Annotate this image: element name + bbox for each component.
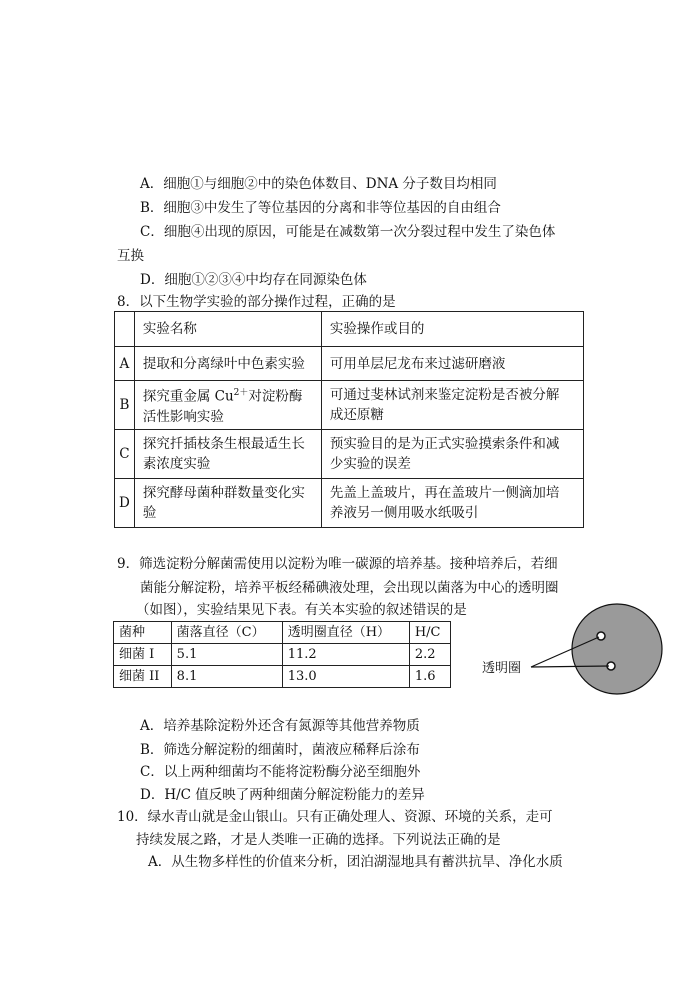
experiment-operation xyxy=(321,479,583,528)
q9-option-c: C．以上两种细菌均不能将淀粉酶分泌至细胞外 xyxy=(140,764,421,780)
table-row xyxy=(115,381,584,430)
q9-stem-line-2: 菌能分解淀粉，培养平板经稀碘液处理，会出现以菌落为中心的透明圈 xyxy=(140,580,559,596)
q9-option-b: B．筛选分解淀粉的细菌时，菌液应稀释后涂布 xyxy=(140,742,420,758)
cell: 细菌 I xyxy=(114,644,172,666)
petri-dish xyxy=(572,604,662,694)
experiment-name-line: 探究酵母菌种群数量变化实 xyxy=(142,485,305,501)
experiment-operation-line: 可用单层尼龙布来过滤研磨液 xyxy=(329,355,506,372)
experiment-operation-line: 成还原糖 xyxy=(329,407,384,423)
q9-stem-line-1: 9．筛选淀粉分解菌需使用以淀粉为唯一碳源的培养基。接种培养后，若细 xyxy=(117,556,558,572)
experiment-name xyxy=(134,430,321,479)
q9-option-d: D．H/C 值反映了两种细菌分解淀粉能力的差异 xyxy=(140,787,425,803)
q9-stem-line-3: （如图），实验结果见下表。有关本实验的叙述错误的是 xyxy=(136,602,467,618)
experiment-operation xyxy=(321,381,583,430)
q7-option-d: D．细胞①②③④中均存在同源染色体 xyxy=(140,272,367,288)
row-label: D xyxy=(115,479,135,528)
header-cell: 菌种 xyxy=(114,622,172,644)
table-row xyxy=(114,644,451,666)
q7-option-c-continued: 互换 xyxy=(117,248,144,264)
experiment-name xyxy=(134,381,321,430)
experiment-name-line: 素浓度实验 xyxy=(142,456,211,472)
colony-dot xyxy=(607,662,615,670)
table-header-row xyxy=(114,622,451,644)
header-cell-label xyxy=(115,312,135,347)
experiment-name-line: 验 xyxy=(142,505,157,521)
experiment-operation-line: 可通过斐林试剂来鉴定淀粉是否被分解 xyxy=(329,387,560,403)
header-cell: 菌落直径（C） xyxy=(171,622,282,644)
q8-stem: 8．以下生物学实验的部分操作过程，正确的是 xyxy=(117,294,396,310)
q9-table xyxy=(113,621,451,688)
experiment-name-line: 探究重金属 Cu xyxy=(142,388,234,405)
header-cell: 透明圈直径（H） xyxy=(282,622,409,644)
q10-option-a: A．从生物多样性的价值来分析，团泊湖湿地具有蓄洪抗旱、净化水质 xyxy=(148,854,563,870)
table-row xyxy=(115,347,584,381)
q10-stem-line-2: 持续发展之路，才是人类唯一正确的选择。下列说法正确的是 xyxy=(136,832,501,848)
experiment-operation-line: 养液另一侧用吸水纸吸引 xyxy=(329,505,479,521)
cell: 2.2 xyxy=(409,644,450,666)
experiment-operation xyxy=(321,347,583,381)
experiment-name-line: 探究扦插枝条生根最适生长 xyxy=(142,436,305,452)
q7-option-c: C．细胞④出现的原因，可能是在减数第一次分裂过程中发生了染色体 xyxy=(140,224,556,240)
experiment-name xyxy=(134,347,321,381)
experiment-operation xyxy=(321,430,583,479)
superscript-charge: 2＋ xyxy=(233,388,249,399)
row-label: C xyxy=(115,430,135,479)
experiment-operation-line: 先盖上盖玻片，再在盖玻片一侧滴加培 xyxy=(329,485,560,501)
cell: 8.1 xyxy=(171,666,282,688)
table-header-row xyxy=(115,312,584,347)
experiment-name-line: 活性影响实验 xyxy=(142,408,224,425)
q7-option-a: A．细胞①与细胞②中的染色体数目、DNA 分子数目均相同 xyxy=(140,176,497,192)
cell: 细菌 II xyxy=(114,666,172,688)
cell: 11.2 xyxy=(282,644,409,666)
cell: 5.1 xyxy=(171,644,282,666)
row-label: B xyxy=(115,381,135,430)
pointer-line xyxy=(531,637,599,667)
header-cell-operation: 实验操作或目的 xyxy=(321,312,583,347)
row-label: A xyxy=(115,347,135,381)
table-row xyxy=(115,430,584,479)
transparent-circle-label: 透明圈 xyxy=(482,661,522,676)
experiment-name-line: 对淀粉酶 xyxy=(248,388,303,405)
experiment-name-line: 提取和分离绿叶中色素实验 xyxy=(142,355,305,372)
table-row xyxy=(115,479,584,528)
q7-option-b: B．细胞③中发生了等位基因的分离和非等位基因的自由组合 xyxy=(140,200,501,216)
q9-option-a: A．培养基除淀粉外还含有氮源等其他营养物质 xyxy=(140,718,420,734)
cell: 13.0 xyxy=(282,666,409,688)
q10-stem-line-1: 10．绿水青山就是金山银山。只有正确处理人、资源、环境的关系，走可 xyxy=(117,809,553,825)
q8-table xyxy=(114,311,584,528)
cell: 1.6 xyxy=(409,666,450,688)
experiment-operation-line: 预实验目的是为正式实验摸索条件和减 xyxy=(329,436,560,452)
colony-dot xyxy=(597,632,605,640)
experiment-operation-line: 少实验的误差 xyxy=(329,456,411,472)
header-cell: H/C xyxy=(409,622,450,644)
header-cell-name: 实验名称 xyxy=(134,312,321,347)
table-row xyxy=(114,666,451,688)
pointer-line xyxy=(531,666,609,667)
experiment-name xyxy=(134,479,321,528)
